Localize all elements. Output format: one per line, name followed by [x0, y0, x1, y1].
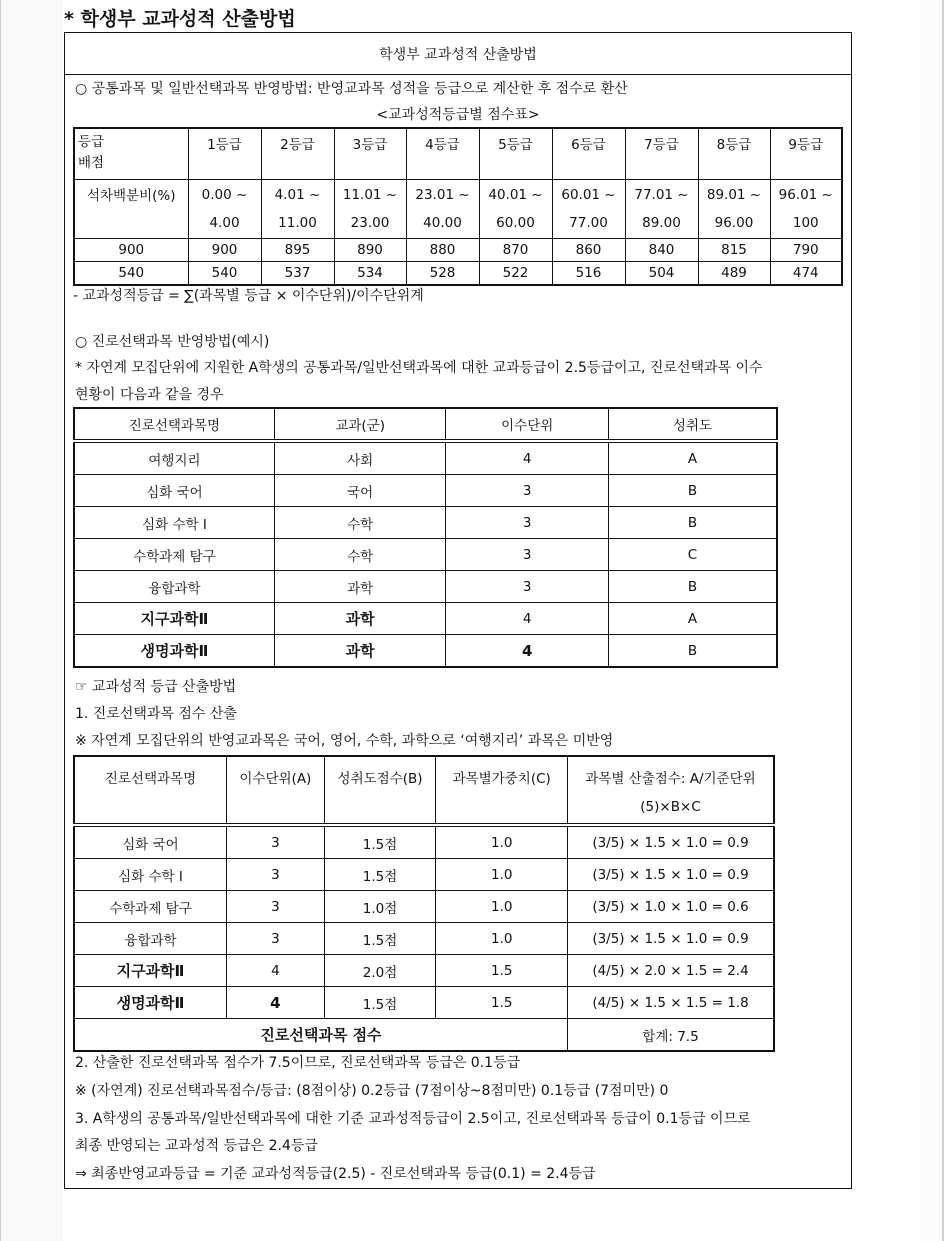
course-units: 3 [227, 825, 325, 859]
table-row [74, 571, 777, 603]
score-calc-table [73, 755, 775, 1052]
col-header: 성취도 [608, 408, 777, 441]
grade-table-caption: <교과성적등급별 점수표> [376, 107, 540, 123]
step1-note: ※ 자연계 모집단위의 반영교과목은 국어, 영어, 수학, 과학으로 ‘여행지리’ 과목은 미반영 [75, 733, 614, 749]
percentile-cell: 96.01 ~ 100 [770, 180, 842, 239]
score-cell: 900 [188, 239, 261, 262]
section2-note-2: 현황이 다음과 같을 경우 [75, 387, 224, 403]
course-name: 심화 국어 [74, 475, 274, 507]
final-formula: ⇒ 최종반영교과등급 = 기준 교과성적등급(2.5) - 진로선택과목 등급(0.1) = 2.4등급 [75, 1166, 596, 1182]
corner-cell [74, 128, 188, 180]
course-weight: 1.0 [436, 825, 568, 859]
course-name: 지구과학Ⅱ [74, 955, 227, 987]
score-cell: 890 [334, 239, 406, 262]
course-grade: B [608, 571, 777, 603]
course-units: 3 [446, 571, 609, 603]
percentile-cell: 11.01 ~ 23.00 [334, 180, 406, 239]
course-units: 4 [227, 987, 325, 1019]
percentile-row [74, 180, 842, 239]
course-subject: 수학 [274, 507, 446, 539]
percentile-cell: 60.01 ~ 77.00 [552, 180, 625, 239]
score-cell: 489 [698, 262, 770, 286]
table-row [74, 955, 774, 987]
col-header: 진로선택과목명 [74, 756, 227, 825]
grade-score-table [73, 127, 843, 286]
course-subject: 과학 [274, 571, 446, 603]
grade-header: 9등급 [770, 128, 842, 180]
achievement-score: 2.0점 [324, 955, 436, 987]
row-label: 540 [74, 262, 188, 286]
corner-bottom: 배점 [78, 155, 105, 171]
percentile-cell: 4.01 ~ 11.00 [261, 180, 334, 239]
calc-score: (3/5) × 1.5 × 1.0 = 0.9 [567, 923, 774, 955]
course-weight: 1.0 [436, 891, 568, 923]
course-weight: 1.5 [436, 955, 568, 987]
score-cell: 528 [406, 262, 479, 286]
course-units: 4 [446, 635, 609, 668]
section1-heading: ○ 공통과목 및 일반선택과목 반영방법: 반영교과목 성적을 등급으로 계산한 후 점수로 환산 [75, 81, 628, 97]
table-row [74, 507, 777, 539]
course-grade: C [608, 539, 777, 571]
percentile-label: 석차백분비(%) [74, 180, 188, 239]
table-row [74, 859, 774, 891]
score-row-540 [74, 262, 842, 286]
score-cell: 815 [698, 239, 770, 262]
table-row [74, 987, 774, 1019]
course-weight: 1.5 [436, 987, 568, 1019]
table-row [74, 635, 777, 668]
table-row [74, 441, 777, 475]
score-cell: 504 [625, 262, 698, 286]
score-cell: 534 [334, 262, 406, 286]
score-cell: 516 [552, 262, 625, 286]
grade-header-row [74, 128, 842, 180]
section2-note-1: * 자연계 모집단위에 지원한 A학생의 공통과목/일반선택과목에 대한 교과등급이 2.5등급이고, 진로선택과목 이수 [75, 360, 763, 376]
score-table-header [74, 756, 774, 825]
course-table [73, 407, 778, 668]
col-header: 이수단위 [446, 408, 609, 441]
section2-heading: ○ 진로선택과목 반영방법(예시) [75, 334, 270, 350]
course-units: 3 [227, 923, 325, 955]
percentile-cell: 40.01 ~ 60.00 [479, 180, 552, 239]
percentile-cell: 0.00 ~ 4.00 [188, 180, 261, 239]
course-units: 3 [227, 891, 325, 923]
course-grade: B [608, 507, 777, 539]
course-units: 3 [446, 539, 609, 571]
step3-line-1: 3. A학생의 공통과목/일반선택과목에 대한 기준 교과성적등급이 2.5이고, 진로선택과목 등급이 0.1등급 이므로 [75, 1111, 751, 1127]
row-label: 900 [74, 239, 188, 262]
left-margin [0, 0, 63, 1241]
course-units: 3 [227, 859, 325, 891]
grade-header: 6등급 [552, 128, 625, 180]
course-name: 심화 국어 [74, 825, 227, 859]
score-cell: 790 [770, 239, 842, 262]
box-title: 학생부 교과성적 산출방법 [65, 33, 851, 75]
step3-line-2: 최종 반영되는 교과성적 등급은 2.4등급 [75, 1138, 318, 1154]
score-cell: 840 [625, 239, 698, 262]
col-header: 과목별가중치(C) [436, 756, 568, 825]
grade-header: 3등급 [334, 128, 406, 180]
percentile-cell: 23.01 ~ 40.00 [406, 180, 479, 239]
score-cell: 474 [770, 262, 842, 286]
col-header: 성취도점수(B) [324, 756, 436, 825]
course-name: 수학과제 탐구 [74, 891, 227, 923]
total-row [74, 1019, 774, 1052]
achievement-score: 1.5점 [324, 859, 436, 891]
course-subject: 과학 [274, 635, 446, 668]
achievement-score: 1.5점 [324, 825, 436, 859]
course-weight: 1.0 [436, 923, 568, 955]
grade-header: 1등급 [188, 128, 261, 180]
score-cell: 870 [479, 239, 552, 262]
table-row [74, 539, 777, 571]
course-units: 3 [446, 475, 609, 507]
course-units: 3 [446, 507, 609, 539]
calc-score: (3/5) × 1.5 × 1.0 = 0.9 [567, 825, 774, 859]
grade-formula: - 교과성적등급 = ∑(과목별 등급 × 이수단위)/이수단위계 [73, 288, 424, 304]
score-cell: 540 [188, 262, 261, 286]
course-name: 생명과학Ⅱ [74, 987, 227, 1019]
course-name: 심화 수학 Ⅰ [74, 859, 227, 891]
course-name: 심화 수학 Ⅰ [74, 507, 274, 539]
course-subject: 사회 [274, 441, 446, 475]
percentile-cell: 77.01 ~ 89.00 [625, 180, 698, 239]
achievement-score: 1.0점 [324, 891, 436, 923]
grade-header: 2등급 [261, 128, 334, 180]
col-header: 이수단위(A) [227, 756, 325, 825]
document-title: * 학생부 교과성적 산출방법 [64, 8, 296, 30]
achievement-score: 1.5점 [324, 987, 436, 1019]
course-name: 지구과학Ⅱ [74, 603, 274, 635]
score-cell: 880 [406, 239, 479, 262]
grade-header: 4등급 [406, 128, 479, 180]
course-units: 4 [446, 603, 609, 635]
table-row [74, 891, 774, 923]
score-cell: 895 [261, 239, 334, 262]
course-name: 여행지리 [74, 441, 274, 475]
course-units: 4 [227, 955, 325, 987]
content-box [64, 32, 852, 1189]
achievement-score: 1.5점 [324, 923, 436, 955]
table-row [74, 825, 774, 859]
calc-score: (4/5) × 2.0 × 1.5 = 2.4 [567, 955, 774, 987]
col-header: 과목별 산출점수: A/기준단위 (5)×B×C [567, 756, 774, 825]
grade-header: 5등급 [479, 128, 552, 180]
total-label: 진로선택과목 점수 [74, 1019, 567, 1052]
course-grade: B [608, 475, 777, 507]
col-header: 교과(군) [274, 408, 446, 441]
course-grade: A [608, 441, 777, 475]
calc-score: (4/5) × 1.5 × 1.5 = 1.8 [567, 987, 774, 1019]
table-row [74, 475, 777, 507]
course-subject: 국어 [274, 475, 446, 507]
score-cell: 522 [479, 262, 552, 286]
course-grade: B [608, 635, 777, 668]
grade-header: 7등급 [625, 128, 698, 180]
course-table-header [74, 408, 777, 441]
course-subject: 수학 [274, 539, 446, 571]
course-units: 4 [446, 441, 609, 475]
calc-score: (3/5) × 1.0 × 1.0 = 0.6 [567, 891, 774, 923]
grade-header: 8등급 [698, 128, 770, 180]
course-grade: A [608, 603, 777, 635]
course-name: 생명과학Ⅱ [74, 635, 274, 668]
score-cell: 860 [552, 239, 625, 262]
course-name: 융합과학 [74, 571, 274, 603]
course-subject: 과학 [274, 603, 446, 635]
course-name: 융합과학 [74, 923, 227, 955]
step1-title: 1. 진로선택과목 점수 산출 [75, 706, 237, 722]
col-header: 진로선택과목명 [74, 408, 274, 441]
percentile-cell: 89.01 ~ 96.00 [698, 180, 770, 239]
corner-top: 등급 [78, 134, 105, 150]
course-weight: 1.0 [436, 859, 568, 891]
score-cell: 537 [261, 262, 334, 286]
table-row [74, 923, 774, 955]
section3-heading: ☞ 교과성적 등급 산출방법 [75, 679, 237, 695]
calc-score: (3/5) × 1.5 × 1.0 = 0.9 [567, 859, 774, 891]
step2-note: ※ (자연계) 진로선택과목점수/등급: (8점이상) 0.2등급 (7점이상~8점미만) 0.1등급 (7점미만) 0 [75, 1083, 669, 1099]
course-name: 수학과제 탐구 [74, 539, 274, 571]
step2-text: 2. 산출한 진로선택과목 점수가 7.5이므로, 진로선택과목 등급은 0.1등급 [75, 1055, 521, 1071]
score-row-900 [74, 239, 842, 262]
total-value: 합계: 7.5 [567, 1019, 774, 1052]
table-row [74, 603, 777, 635]
